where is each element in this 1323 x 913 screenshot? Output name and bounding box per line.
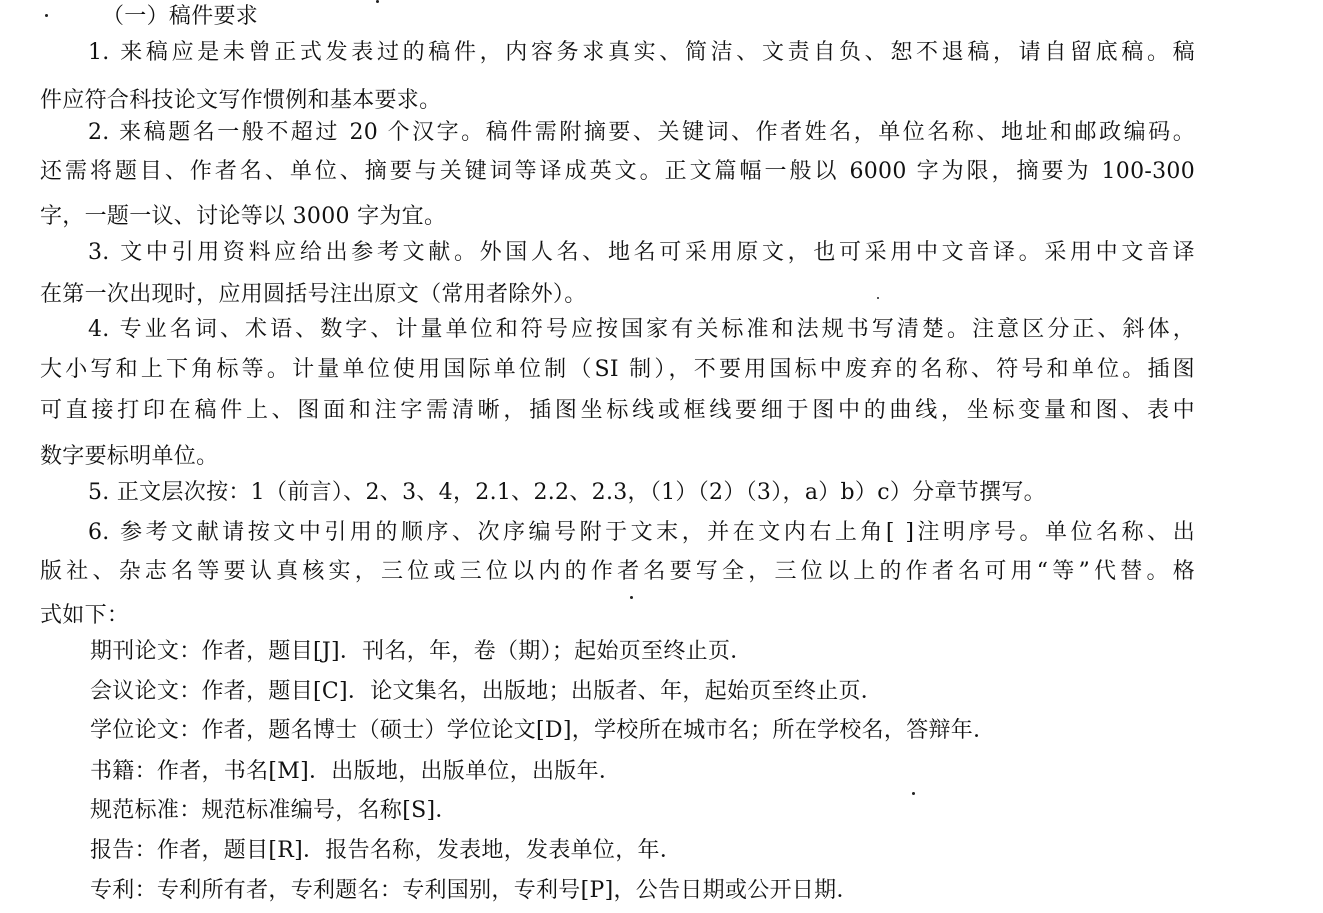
paragraph-6-line-3: 式如下： [40,603,130,628]
format-report: 报告：作者，题目[R]．报告名称，发表地，发表单位，年． [90,838,683,863]
scan-speck [45,14,48,17]
paragraph-4-line-2: 大小写和上下角标等。计量单位使用国际单位制（SI 制），不要用国标中废弃的名称、符号和单位。插图 [40,357,1195,382]
format-book: 书籍：作者，书名[M]．出版地，出版单位，出版年． [90,759,622,784]
paragraph-5-line-1: 5. 正文层次按：1（前言）、2、3、4，2.1、2.2、2.3，（1）（2）（3），a）b）c）分章节撰写。 [88,480,1046,505]
paragraph-2-line-2: 还需将题目、作者名、单位、摘要与关键词等译成英文。正文篇幅一般以 6000 字为限，摘要为 100-300 [40,159,1195,184]
paragraph-2-line-3: 字，一题一议、讨论等以 3000 字为宜。 [40,204,447,229]
format-journal: 期刊论文：作者，题目[J]．刊名，年，卷（期）；起始页至终止页． [90,639,753,664]
paragraph-3-line-1: 3. 文中引用资料应给出参考文献。外国人名、地名可采用原文，也可采用中文音译。采用中文音译 [88,240,1195,265]
paragraph-2-line-1: 2. 来稿题名一般不超过 20 个汉字。稿件需附摘要、关键词、作者姓名，单位名称、地址和邮政编码。 [88,120,1195,145]
format-standard: 规范标准：规范标准编号，名称[S]． [90,798,458,823]
paragraph-4-line-1: 4. 专业名词、术语、数字、计量单位和符号应按国家有关标准和法规书写清楚。注意区分正、斜体， [88,317,1195,342]
paragraph-1-line-1: 1. 来稿应是未曾正式发表过的稿件，内容务求真实、简洁、文责自负、恕不退稿，请自留底稿。稿 [88,40,1195,65]
section-heading: （一）稿件要求 [102,4,259,29]
scan-speck [912,792,915,795]
format-patent: 专利：专利所有者，专利题名：专利国别，专利号[P]，公告日期或公开日期． [90,878,859,903]
format-thesis: 学位论文：作者，题名博士（硕士）学位论文[D]，学校所在城市名；所在学校名，答辩年． [90,718,996,743]
scan-speck [877,297,879,299]
scan-speck [630,596,633,599]
paragraph-3-line-2: 在第一次出现时，应用圆括号注出原文（常用者除外）。 [40,282,587,307]
paragraph-6-line-1: 6. 参考文献请按文中引用的顺序、次序编号附于文末，并在文内右上角[ ]注明序号。单位名称、出 [88,520,1195,545]
paragraph-4-line-4: 数字要标明单位。 [40,444,219,469]
paragraph-1-line-2: 件应符合科技论文写作惯例和基本要求。 [40,88,442,113]
scan-speck [376,0,379,3]
paragraph-6-line-2: 版社、杂志名等要认真核实，三位或三位以内的作者名要写全，三位以上的作者名可用“等”代替。格 [40,559,1195,584]
format-conference: 会议论文：作者，题目[C]．论文集名，出版地；出版者、年，起始页至终止页． [90,679,884,704]
paragraph-4-line-3: 可直接打印在稿件上、图面和注字需清晰，插图坐标线或框线要细于图中的曲线，坐标变量和图、表中 [40,398,1195,423]
